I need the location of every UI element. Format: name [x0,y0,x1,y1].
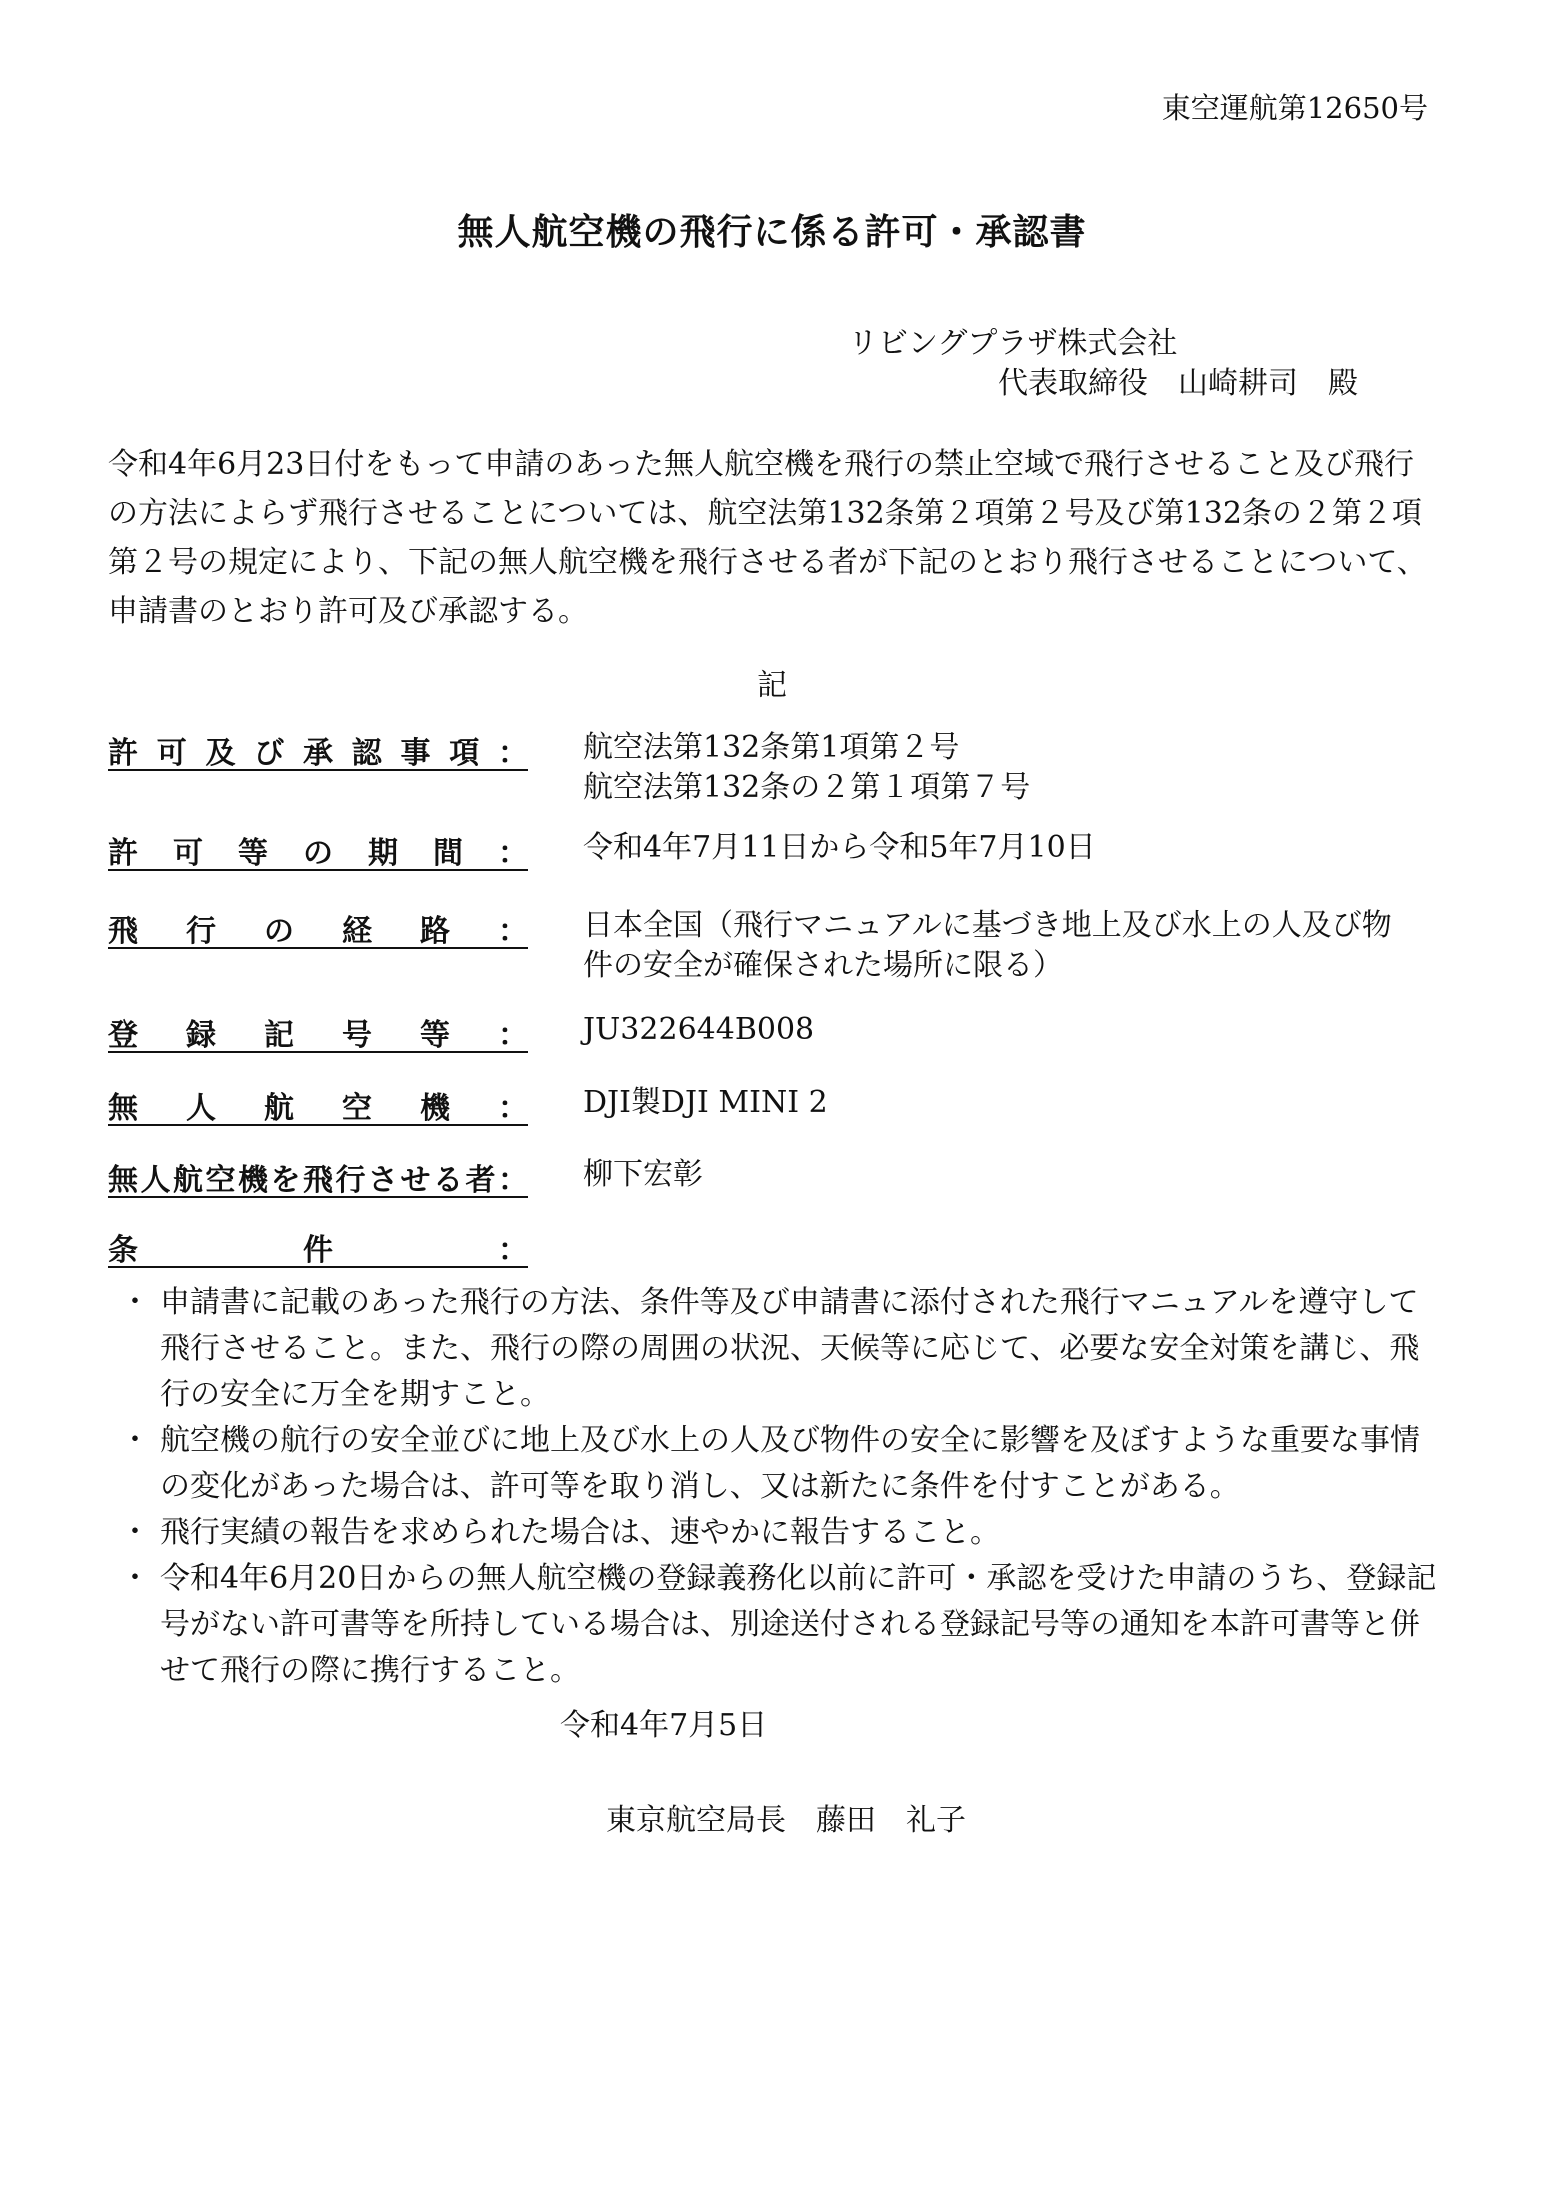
field-value-route [583,906,1443,986]
field-value-line: 航空法第132条の２第１項第７号 [583,770,1031,805]
condition-item: ・ 申請書に記載のあった飛行の方法、条件等及び申請書に添付された飛行マニュアルを遵守して飛行させること。また、飛行の際の周囲の状況、天候等に応じて、必要な安全対策を講じ、飛行の安全に万全を期すこと。 [134,1280,1444,1418]
field-value-period [583,828,1443,868]
condition-item: ・ 飛行実績の報告を求められた場合は、速やかに報告すること。 [134,1510,1444,1556]
condition-item: ・ 令和4年6月20日からの無人航空機の登録義務化以前に許可・承認を受けた申請のうち、登録記号がない許可書等を所持している場合は、別途送付される登録記号等の通知を本許可書等と併せて飛行の際に携行すること。 [134,1556,1444,1694]
condition-item: ・ 航空機の航行の安全並びに地上及び水上の人及び物件の安全に影響を及ぼすような重要な事情の変化があった場合は、許可等を取り消し、又は新たに条件を付すことがある。 [134,1418,1444,1510]
field-value-line: 令和4年7月11日から令和5年7月10日 [583,830,1096,865]
field-value-registration [583,1010,1443,1050]
field-label-approval-items: 許可及び承認事項： [108,736,528,771]
field-value-line: 件の安全が確保された場所に限る） [583,948,1063,983]
ki-heading: 記 [757,668,787,703]
field-label-operator: 無人航空機を飛行させる者： [108,1163,528,1198]
document-title: 無人航空機の飛行に係る許可・承認書 [457,211,1087,253]
field-value-operator [583,1155,1443,1195]
conditions-list [134,1280,1444,1694]
field-value-aircraft [583,1083,1443,1123]
field-value-line: 日本全国（飛行マニュアルに基づき地上及び水上の人及び物 [583,908,1392,943]
field-value-line: DJI製DJI MINI 2 [583,1085,828,1120]
field-value-approval-items [583,728,1443,808]
field-label-route: 飛行の経路： [108,914,528,949]
field-label-period: 許可等の期間： [108,836,528,871]
issuer-signature: 東京航空局長 藤田 礼子 [606,1803,966,1838]
field-label-conditions: 条件： [108,1233,528,1268]
recipient-company: リビングプラザ株式会社 [848,326,1178,361]
issue-date: 令和4年7月5日 [560,1708,768,1743]
document-number: 東空運航第12650号 [1161,91,1428,125]
field-value-line: 柳下宏彰 [583,1157,703,1192]
body-paragraph: 令和4年6月23日付をもって申請のあった無人航空機を飛行の禁止空域で飛行させること及び飛行の方法によらず飛行させることについては、航空法第132条第２項第２号及び第132条の２第２項第２号の規定により、下記の無人航空機を飛行させる者が下記のとおり飛行させることについて、申請書のとおり許可及び承認する。 [108,447,1427,629]
recipient-name: 代表取締役 山崎耕司 殿 [998,366,1358,401]
field-label-aircraft: 無人航空機： [108,1091,528,1126]
field-value-line: JU322644B008 [583,1012,815,1047]
field-value-line: 航空法第132条第1項第２号 [583,730,960,765]
field-label-registration: 登録記号等： [108,1018,528,1053]
